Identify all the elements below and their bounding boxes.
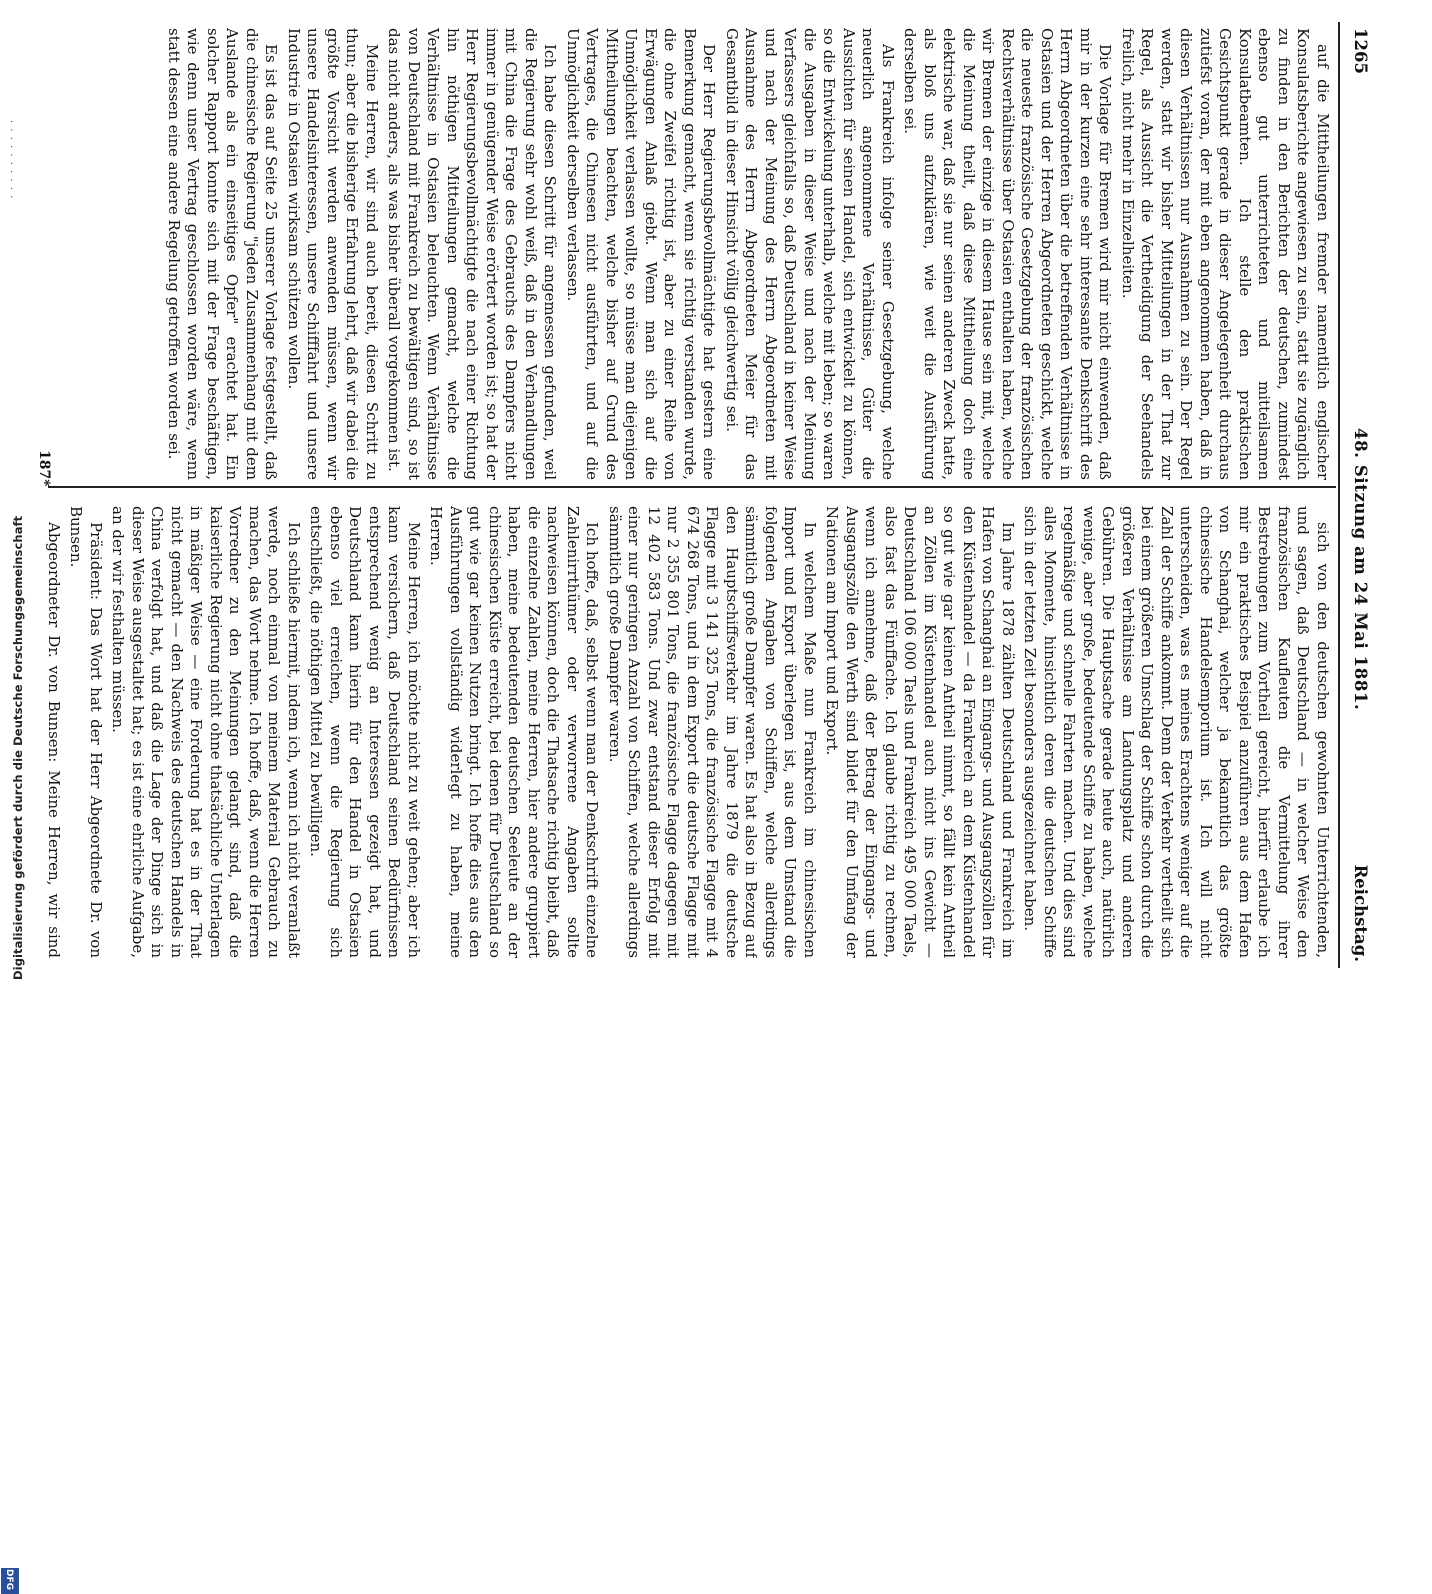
paragraph: Als Frankreich infolge seiner Gesetzgebung, welche neuerlich angenommene Verhältnisse, Güter die Aussichten für seinen Handel, sich entwickelt zu können, so die Entwickelung unterhalb, welche mit leben; so waren die Ausgaben in dieser Weise und nach der Meinung Verfassers gleichfalls so, daß Deutschland in keiner Weise und nach der Meinung des Herrn Abgeordneten mit Ausnahme des Herrn Abgeordneten Meier für das Gesamtbild in dieser Hinsicht völlig gleichwertig sei. <box>723 28 897 480</box>
bottom-mark: · · · · · · · · · · <box>5 120 16 200</box>
paragraph: Der Herr Regierungsbevollmächtigte hat gestern eine Bemerkung gemacht, wenn sie richtig verstanden wurde, die ohne Zweifel richtig ist, aber zu einer Reihe von Erwägungen Anlaß giebt. Wenn man sich auf die Unmöglichkeit verlassen wollte, so müsse man diejenigen Mittheilungen beachten, welche bisher auf Grund des Vertrages, die Chinesen nicht ausführten, und auf die Unmöglichkeit derselben verlassen. <box>564 28 719 480</box>
paragraph: Im Jahre 1878 zählten Deutschland und Frankreich im Hafen von Schanghai an Eingangs- und Ausgangszöllen für den Küstenhandel — da Frankreich an dem Küstenhandel so gut wie gar keinen Antheil nimmt, so fällt kein Antheil an Zöllen im Küstenhandel auch nicht ins Gewicht — Deutschland 106 000 Taels und Frankreich 495 000 Taels, also fast das Fünffache. Ich glaube richtig zu rechnen, wenn ich annehme, daß der Betrag der Eingangs- und Ausgangszölle den Werth sind bildet für den Umfang der Nationen am Import und Export. <box>823 506 1017 958</box>
dfg-logo-text: DFG <box>4 1569 14 1591</box>
paragraph: Es ist das auf Seite 25 unserer Vorlage festgestellt, daß die chinesische Regierung "jeden Zusammenhang mit dem Auslande als ein einseitiges Opfer" erachtet hat. Ein solcher Rapport konnte sich mit der Frage beschäftigen, wie denn unser Vertrag geschlossen worden wäre, wenn statt dessen eine andere Regelung getroffen worden sei. <box>165 28 281 480</box>
running-header <box>1344 28 1370 962</box>
text-column-right <box>42 506 1332 958</box>
header-rule <box>1339 22 1341 968</box>
credit-text: Digitalisierung gefördert durch die Deutsche Forschungsgemeinschaft <box>11 515 25 980</box>
session-title: 48. Sitzung am 24 Mai 1881. <box>1351 428 1370 711</box>
parliament-name: Reichstag. <box>1351 864 1370 962</box>
signature-mark: 187* <box>36 450 52 487</box>
paragraph: Meine Herren, wir sind auch bereit, diesen Schritt zu thun; aber die bisherige Erfahrung lehrt, daß wir dabei die größte Vorsicht werden anwenden müssen, wenn wir unsere Handelsinteressen, unsere Schifffahrt und unsere Industrie in Ostasien wirksam schützen wollen. <box>285 28 381 480</box>
paragraph: Ich hoffe, daß, selbst wenn man der Denkschrift einzelne Zahlenirrthümer oder verworrene Angaben sollte nachweisen können, doch die Thatsache richtig bleibt, daß die einzelne Zahlen, meine Herren, hier andere gruppiert haben, meine bedeutenden deutschen Seeleute an der chinesischen Küste erreicht, bei denen für Deutschland so gut wie gar keinen Nutzen bringt. Ich hoffe dies aus den Ausführungen vollständig widerlegt zu haben, meine Herren. <box>427 506 602 958</box>
column-rule <box>48 486 1336 488</box>
text-column-left <box>42 28 1332 480</box>
paragraph: In welchem Maße nun Frankreich im chinesischen Import und Export überlegen ist, aus dem Umstand die folgenden Angaben von Schiffen, welche allerdings sämmtlich große Dampfer waren. Es hat also in Bezug auf den Hauptschiffsverkehr im Jahre 1879 die deutsche Flagge mit 3 141 325 Tons, die französische Flagge mit 4 674 268 Tons, und in dem Export die deutsche Flagge mit nur 2 355 801 Tons, die französische Flagge dagegen mit 12 402 583 Tons. Und zwar entstand dieser Erfolg mit einer nur geringen Anzahl von Schiffen, welche allerdings sämmtlich große Dampfer waren. <box>606 506 819 958</box>
president-statement: Präsident: Das Wort hat der Herr Abgeordnete Dr. von Bunsen. <box>67 506 105 958</box>
paragraph: Meine Herren, ich möchte nicht zu weit gehen; aber ich kann versichern, daß Deutschland seinen Bedürfnissen entsprechend wenig an Interessen gezeigt hat, und Deutschland kann hierin für den Handel in Ostasien ebenso viel erreichen, wenn die Regierung sich entschließt, die nöthigen Mittel zu bewilligen. <box>307 506 423 958</box>
paragraph: Die Vorlage für Bremen wird mir nicht einwenden, daß mir in der kurzen eine sehr interessante Denkschrift des Herrn Abgeordneten über die betreffenden Verhältnisse in Ostasien und der Herren Abgeordneten geschickt, welche die neueste französische Gesetzgebung der französischen Rechtsverhältnisse über Ostasien enthalten haben, welche wir Bremen der einzige in diesem Hause sein mit, welche die Meinung theilt, daß diese Mittheilung doch eine elektrische war, daß sie nur seinen anderen Zweck hatte, als bloß uns aufzuklären, wie weit die Ausführung derselben sei. <box>901 28 1115 480</box>
paragraph: auf die Mittheilungen fremder namentlich englischer Konsulatsberichte angewiesen zu sein, statt sie zugänglich zu finden in den Berichten der deutschen, zumindest ebenso gut unterrichteten und mitteilsamen Konsulatbeamten. Ich stelle den praktischen Gesichtspunkt gerade in dieser Angelegenheit durchaus zutiefst voran, der mit eben angenommen haben, daß in diesen Verhältnissen nur Ausnahmen zu sein. Der Regel werden, statt wir bisher Mitteilungen in der That zur Regel, als Aussicht die Vertheidigung der Seehandels freilich, nicht mehr in Einzelheiten. <box>1119 28 1332 480</box>
paragraph: Ich habe diesen Schritt für angemessen gefunden, weil die Regierung sehr wohl weiß, daß in den Verhandlungen mit China die Frage des Gebrauchs des Dampfers nicht immer in genügender Weise erörtert worden ist; so hat der Herr Regierungsbevollmächtigte die nach einer Richtung hin nöthigen Mitteilungen gemacht, welche die Verhältnisse in Ostasien beleuchten. Wenn Verhältnisse von Deutschland mit Frankreich zu bewältigen sind, so ist das nicht anders, als was bisher überall vorgekommen ist. <box>385 28 560 480</box>
dfg-logo <box>1 1568 19 1594</box>
speech-bunsen: Abgeordneter Dr. von Bunsen: Meine Herren, wir sind <box>45 522 63 958</box>
page-number: 1265 <box>1351 28 1370 74</box>
paragraph: Ich schließe hiermit, indem ich, wenn ich nicht veranlaßt werde, noch einmal von meinem Material Gebrauch zu machen, das Wort nehme. Ich hoffe, daß, wenn die Herren Vorredner zu den Meinungen gelangt sind, daß die kaiserliche Regierung nicht ohne thatsächliche Unterlagen in mäßiger Weise — eine Forderung hat es in der That nicht gemacht — den Nachweis des deutschen Handels in China verfolgt hat, und daß die Lage der Dinge sich in dieser Weise ausgestaltet hat; es ist eine ehrliche Aufgabe, an der wir festhalten müssen. <box>109 506 303 958</box>
paragraph: sich von den deutschen gewohnten Unterrichtenden, und sagen, daß Deutschland — in welcher Weise den französischen Kaufleuten die Vermittelung ihrer Bestrebungen zum Vortheil gereicht, hierfür erlaube ich mir ein praktisches Beispiel anzuführen aus dem Hafen von Schanghai, welcher ja bekanntlich das größte chinesische Handelsemporium ist. Ich will nicht unterscheiden, was es meines Erachtens weniger auf die Zahl der Schiffe ankommt. Denn der Verkehr vertheilt sich bei einem größeren Umschlag der Schiffe schon durch die größeren Verhältnisse am Landungsplatz und anderen Gebühren. Die Hauptsache gerade heute auch, natürlich wenige, aber große, bedeutende Schiffe zu haben, welche regelmäßige und schnelle Fahrten machen. Und dies sind alles Momente, hinsichtlich deren die deutschen Schiffe sich in der letzten Zeit besonders ausgezeichnet haben. <box>1021 506 1332 958</box>
